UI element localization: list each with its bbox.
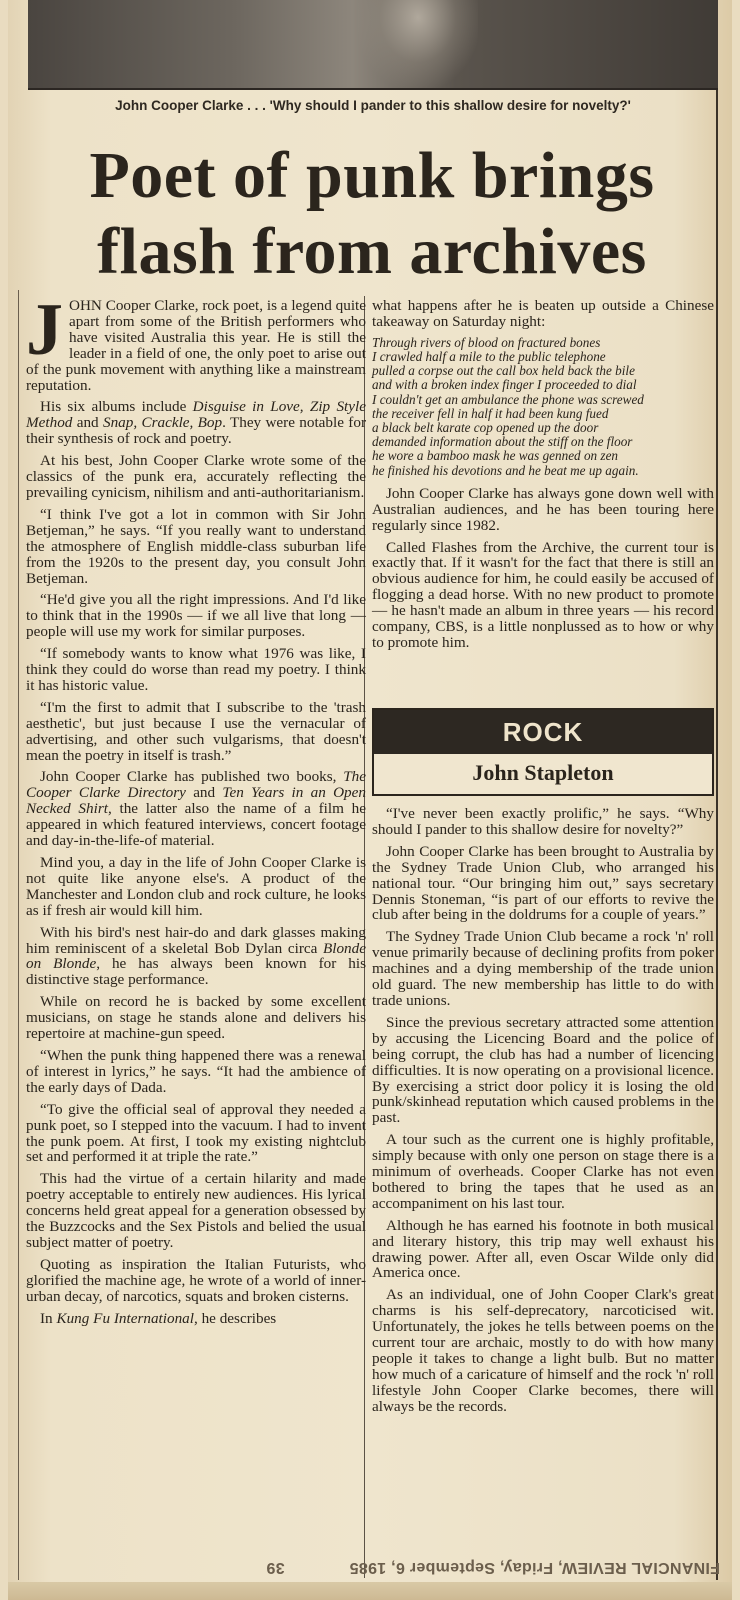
- paragraph: Since the previous secretary attracted some attention by accusing the Licencing Board and the police of being corrupt, the club has had a number of licencing difficulties. It is now operating on a provisional licence. By exercising a strict door policy it is losing the old punk/skinhead reputation which caused problems in the past.: [372, 1013, 714, 1127]
- page-number: 39: [266, 1559, 285, 1576]
- photo-highlight: [358, 0, 478, 88]
- byline-author: John Stapleton: [472, 760, 614, 785]
- paragraph: “If somebody wants to know what 1976 was like, I think they could do worse than read my poetry. I think it has historic value.: [26, 645, 366, 694]
- paragraph: As an individual, one of John Cooper Clark's great charms is his self-deprecatory, narcoticised wit. Unfortunately, the jokes he tells between poems on the current tour are archaic, mostly to do with how many people it takes to change a light bulb. But no matter how much of a caricature of himself and the rock 'n' roll lifestyle John Cooper Clarke becomes, there will always be the records.: [372, 1286, 714, 1415]
- paragraph: At his best, John Cooper Clarke wrote some of the classics of the punk era, accurately reflecting the prevailing cynicism, nihilism and anti-authoritarianism.: [26, 452, 366, 501]
- article-column-2-continued: [372, 806, 714, 1421]
- paragraph: John Cooper Clarke has always gone down well with Australian audiences, and he has been touring here regularly since 1982.: [372, 484, 714, 534]
- page-footer: [200, 1548, 720, 1576]
- headline: [22, 138, 722, 290]
- paragraph: A tour such as the current one is highly profitable, simply because with only one person on stage there is a minimum of overheads. Cooper Clarke has not even bothered to bring the tapes that he used as an accompaniment on his last tour.: [372, 1131, 714, 1212]
- drop-cap: J: [26, 289, 63, 371]
- poem-line: Through rivers of blood on fractured bones: [372, 334, 601, 350]
- page-bottom-edge: [8, 1582, 732, 1600]
- poem-line: he finished his devotions and he beat me up again.: [372, 462, 639, 478]
- paragraph: what happens after he is beaten up outside a Chinese takeaway on Saturday night:: [372, 297, 714, 330]
- paragraph: Mind you, a day in the life of John Cooper Clarke is not quite like anyone else's. A product of the Manchester and London club and rock culture, he looks as if fresh air would kill him.: [26, 854, 366, 919]
- section-byline-box: [372, 708, 714, 796]
- paragraph: “When the punk thing happened there was a renewal of interest in lyrics,” he says. “It had the ambience of the early days of Dada.: [26, 1046, 366, 1096]
- publication-dateline: FINANCIAL REVIEW, Friday, September 6, 1985: [349, 1559, 720, 1576]
- paragraph: John Cooper Clarke has been brought to Australia by the Sydney Trade Union Club, who arranged his national tour. “Our bringing him out,” says secretary Dennis Stoneman, “is part of our efforts to revive the club after being in the doldrums for a couple of years.”: [372, 842, 714, 924]
- paragraph: “I've never been exactly prolific,” he says. “Why should I pander to this shallow desire for novelty?”: [372, 805, 714, 838]
- poem-line: the receiver fell in half it had been kung fued: [372, 405, 609, 421]
- paragraph: John Cooper Clarke has published two books, The Cooper Clarke Directory and Ten Years in an Open Necked Shirt, the latter also the name of a film he appeared in which featured interviews, concert footage and day-in-the-life-of material.: [26, 768, 366, 850]
- left-column-rule: [18, 290, 19, 1580]
- paragraph: In Kung Fu International, he describes: [40, 1309, 277, 1327]
- poem-line: demanded information about the stiff on the floor: [372, 434, 633, 450]
- section-label: ROCK: [374, 710, 712, 754]
- paragraph: “He'd give you all the right impressions. And I'd like to think that in the 1990s — if we all live that long — people will use my work for similar purposes.: [26, 591, 366, 641]
- poem-line: pulled a corpse out the call box held back the bile: [372, 363, 635, 379]
- paragraph: “To give the official seal of approval they needed a punk poet, so I stepped into the vacuum. I had to invent the punk poem. At first, I took my existing nightclub set and performed it at triple the rate.”: [26, 1100, 366, 1166]
- headline-line-1: Poet of punk brings: [89, 139, 655, 212]
- poem-line: a black belt karate cop opened up the door: [372, 420, 599, 436]
- headline-line-2: flash from archives: [97, 215, 647, 288]
- article-column-1: [26, 289, 366, 1332]
- poem-line: I couldn't get an ambulance the phone was screwed: [372, 391, 644, 407]
- poem-line: he wore a bamboo mask he was genned on zen: [372, 448, 619, 464]
- paragraph: JOHN Cooper Clarke, rock poet, is a legend quite apart from some of the British performers who have visited Australia this year. He is still the leader in a field of one, the only poet to arise out of the punk movement with anything like a mainstream reputation.: [26, 289, 366, 394]
- paragraph: Quoting as inspiration the Italian Futurists, who glorified the machine age, he wrote of a world of inner-urban decay, of narcotics, squats and broken cisterns.: [26, 1255, 366, 1305]
- poem-line: and with a broken index finger I proceeded to dial: [372, 377, 637, 393]
- paragraph: Although he has earned his footnote in both musical and literary history, this trip may well exhaust his drawing power. After all, even Oscar Wilde only did America once.: [372, 1216, 714, 1282]
- article-column-2: [372, 298, 714, 657]
- paragraph: The Sydney Trade Union Club became a rock 'n' roll venue primarily because of declining profits from poker machines and a dying membership of the trade union old guard. The new membership has little to do with trade unions.: [372, 928, 714, 1009]
- paragraph: “I'm the first to admit that I subscribe to the 'trash aesthetic', but just because I use the vernacular of advertising, and other such vulgarisms, that doesn't mean the poetry in itself is trash.”: [26, 698, 366, 764]
- paragraph: This had the virtue of a certain hilarity and made poetry acceptable to entirely new audiences. His lyrical concerns held great appeal for a generation obsessed by the Buzzcocks and the Sex Pistols and belied the usual subject matter of poetry.: [26, 1170, 366, 1251]
- paragraph: With his bird's nest hair-do and dark glasses making him reminiscent of a skeletal Bob Dylan circa Blonde on Blonde, he has always been known for his distinctive stage performance.: [26, 923, 366, 989]
- paragraph: Called Flashes from the Archive, the current tour is exactly that. If it wasn't for the fact that there is still an obvious audience for him, he could easily be accused of flogging a dead horse. With no new product to promote — he hasn't made an album in three years — his record company, CBS, is a little nonplussed as to how or why to promote him.: [372, 538, 714, 651]
- photo-caption: John Cooper Clarke . . . 'Why should I pander to this shallow desire for novelty?': [115, 98, 631, 113]
- paragraph: “I think I've got a lot in common with Sir John Betjeman,” he says. “If you really want to understand the atmosphere of English middle-class suburban life from the 1920s to the present day, you consult John Betjeman.: [26, 505, 366, 587]
- portrait-photo: [28, 0, 718, 90]
- paragraph: While on record he is backed by some excellent musicians, on stage he stands alone and delivers his repertoire at machine-gun speed.: [26, 993, 366, 1043]
- right-border-rule: [716, 90, 718, 1580]
- poem-excerpt: [372, 336, 714, 478]
- poem-line: I crawled half a mile to the public telephone: [372, 349, 606, 365]
- paragraph: His six albums include Disguise in Love, Zip Style Method and Snap, Crackle, Bop. They were notable for their synthesis of rock and poetry.: [26, 398, 366, 448]
